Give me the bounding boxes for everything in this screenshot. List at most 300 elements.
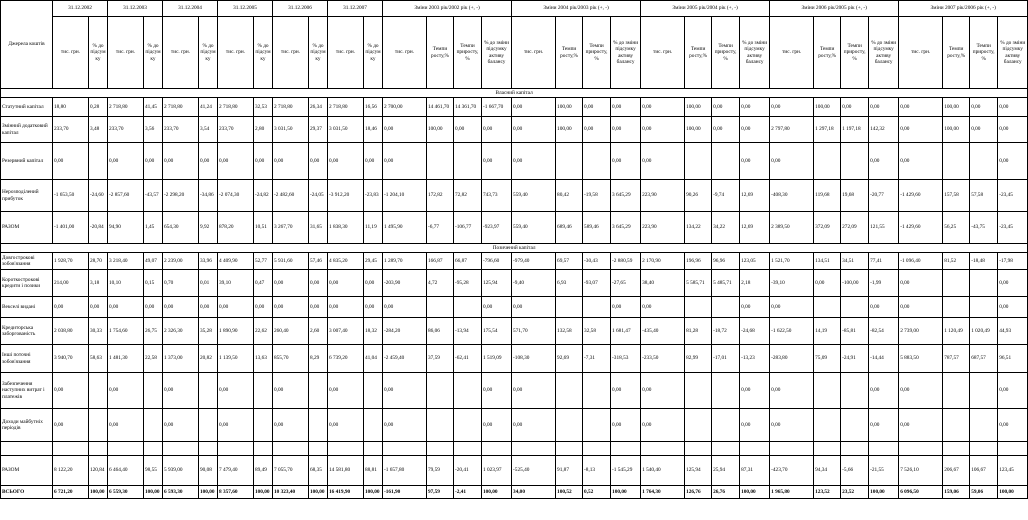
value-cell: [89, 442, 108, 456]
value-cell: 0,00: [611, 117, 641, 143]
value-cell: 89,49: [254, 456, 273, 486]
value-cell: 100,00: [740, 486, 770, 499]
value-cell: 77,41: [869, 253, 899, 270]
value-cell: [685, 409, 712, 442]
value-cell: -19,58: [583, 180, 611, 212]
table-row: [1, 143, 1028, 180]
value-cell: 100,00: [685, 98, 712, 117]
value-cell: 2 718,80: [273, 98, 309, 117]
value-cell: 0,00: [163, 297, 199, 318]
value-cell: 0,00: [712, 117, 740, 143]
section-title-row: [1, 89, 1028, 98]
value-cell: 37,59: [427, 345, 454, 373]
value-cell: 6 464,40: [108, 456, 144, 486]
value-cell: 0,28: [89, 98, 108, 117]
value-cell: 2 797,80: [770, 117, 814, 143]
value-cell: 5 585,71: [685, 270, 712, 297]
value-cell: 0,00: [199, 297, 218, 318]
value-cell: 22,62: [254, 318, 273, 345]
value-cell: [814, 143, 841, 180]
value-cell: 14,19: [814, 318, 841, 345]
value-cell: 126,76: [685, 486, 712, 499]
value-cell: [512, 442, 556, 456]
value-cell: 743,73: [482, 180, 512, 212]
value-cell: 0,00: [740, 143, 770, 180]
value-cell: 1 681,47: [611, 318, 641, 345]
value-cell: -318,53: [611, 345, 641, 373]
value-cell: 172,82: [427, 180, 454, 212]
value-cell: 0,00: [273, 373, 309, 409]
value-cell: [712, 442, 740, 456]
value-cell: 0,00: [641, 117, 685, 143]
value-cell: [218, 442, 254, 456]
table-row: [1, 297, 1028, 318]
value-cell: [254, 373, 273, 409]
value-cell: 12,69: [740, 212, 770, 244]
value-cell: 106,67: [970, 456, 998, 486]
value-cell: [685, 373, 712, 409]
value-cell: [970, 297, 998, 318]
value-cell: -34,86: [199, 180, 218, 212]
value-cell: 1 197,18: [841, 117, 869, 143]
value-cell: -30,43: [583, 253, 611, 270]
value-cell: -20,77: [869, 180, 899, 212]
value-cell: 12,69: [740, 180, 770, 212]
value-cell: 98,55: [144, 456, 163, 486]
column-subheader: тис. грн.: [770, 17, 814, 89]
value-cell: [970, 373, 998, 409]
value-cell: -1 622,50: [770, 318, 814, 345]
value-cell: 0,00: [328, 143, 364, 180]
value-cell: 29,45: [364, 253, 383, 270]
value-cell: 855,70: [273, 345, 309, 373]
value-cell: [841, 409, 869, 442]
value-cell: 5 931,60: [273, 253, 309, 270]
value-cell: 1 890,90: [218, 318, 254, 345]
value-cell: [454, 297, 482, 318]
table-row: [1, 253, 1028, 270]
column-header-year: 31.12.2005: [218, 1, 273, 17]
value-cell: -23,45: [998, 212, 1028, 244]
value-cell: 0,00: [611, 409, 641, 442]
value-cell: 134,51: [814, 253, 841, 270]
column-subheader: тис. грн.: [383, 17, 427, 89]
value-cell: 0,00: [163, 409, 199, 442]
value-cell: 0,00: [740, 409, 770, 442]
value-cell: 1 521,70: [770, 253, 814, 270]
value-cell: 3 940,70: [53, 345, 89, 373]
value-cell: [814, 373, 841, 409]
value-cell: [364, 373, 383, 409]
value-cell: -20,41: [454, 456, 482, 486]
table-row: [1, 456, 1028, 486]
value-cell: -24,82: [254, 180, 273, 212]
value-cell: 0,00: [899, 409, 943, 442]
value-cell: [712, 297, 740, 318]
value-cell: 2 700,00: [383, 98, 427, 117]
value-cell: 6 096,50: [899, 486, 943, 499]
value-cell: -39,10: [770, 270, 814, 297]
value-cell: 10,51: [254, 212, 273, 244]
value-cell: 878,20: [218, 212, 254, 244]
value-cell: 134,22: [685, 212, 712, 244]
value-cell: -95,28: [454, 270, 482, 297]
value-cell: 2,80: [254, 117, 273, 143]
value-cell: [254, 409, 273, 442]
value-cell: 14 361,70: [454, 98, 482, 117]
value-cell: 689,46: [556, 212, 583, 244]
value-cell: 100,00: [144, 486, 163, 499]
value-cell: 0,00: [383, 117, 427, 143]
value-cell: -923,97: [482, 212, 512, 244]
row-label: Статутний капітал: [1, 98, 53, 117]
value-cell: 2 718,80: [218, 98, 254, 117]
value-cell: 0,00: [254, 297, 273, 318]
value-cell: [383, 442, 427, 456]
column-subheader: Темпи приросту,%: [841, 17, 869, 89]
value-cell: 589,46: [583, 212, 611, 244]
value-cell: 35,28: [199, 318, 218, 345]
value-cell: 32,58: [583, 318, 611, 345]
value-cell: 0,00: [814, 270, 841, 297]
value-cell: 1 297,18: [814, 117, 841, 143]
value-cell: 1 495,90: [383, 212, 427, 244]
value-cell: 0,00: [482, 143, 512, 180]
value-cell: 41,04: [364, 345, 383, 373]
value-cell: -1,99: [869, 270, 899, 297]
value-cell: 372,09: [814, 212, 841, 244]
value-cell: 2,18: [740, 270, 770, 297]
value-cell: 0,00: [869, 373, 899, 409]
value-cell: [841, 442, 869, 456]
value-cell: -979,40: [512, 253, 556, 270]
value-cell: 1 481,30: [108, 345, 144, 373]
value-cell: [943, 297, 970, 318]
column-header-sources: Джерела коштів: [1, 1, 53, 89]
value-cell: 0,00: [740, 98, 770, 117]
column-subheader: тис. грн.: [108, 17, 144, 89]
value-cell: 44,93: [998, 318, 1028, 345]
value-cell: 0,00: [899, 117, 943, 143]
value-cell: [814, 409, 841, 442]
value-cell: -23,83: [364, 180, 383, 212]
value-cell: 11,19: [364, 212, 383, 244]
value-cell: 0,00: [998, 143, 1028, 180]
value-cell: -2 880,59: [611, 253, 641, 270]
value-cell: 0,00: [512, 373, 556, 409]
value-cell: 0,00: [254, 143, 273, 180]
value-cell: 132,58: [556, 318, 583, 345]
table-row: [1, 117, 1028, 143]
value-cell: 0,00: [89, 297, 108, 318]
value-cell: 81,28: [685, 318, 712, 345]
value-cell: 3 218,40: [108, 253, 144, 270]
value-cell: 41,24: [199, 98, 218, 117]
value-cell: -1 657,80: [383, 456, 427, 486]
value-cell: 0,00: [218, 297, 254, 318]
value-cell: 0,00: [512, 297, 556, 318]
value-cell: 0,00: [583, 98, 611, 117]
value-cell: 0,00: [108, 143, 144, 180]
value-cell: 91,87: [556, 456, 583, 486]
value-cell: -18,48: [970, 253, 998, 270]
value-cell: 100,00: [869, 486, 899, 499]
column-subheader: тис. грн.: [218, 17, 254, 89]
value-cell: -2 459,40: [383, 345, 427, 373]
column-subheader: Темпи приросту,%: [970, 17, 998, 89]
value-cell: 0,00: [998, 297, 1028, 318]
value-cell: -796,60: [482, 253, 512, 270]
value-cell: 3,56: [144, 117, 163, 143]
table-row: [1, 270, 1028, 297]
value-cell: 0,00: [273, 143, 309, 180]
column-subheader: Темпи росту,%: [943, 17, 970, 89]
row-label: РАЗОМ: [1, 456, 53, 486]
value-cell: [943, 373, 970, 409]
value-cell: [583, 297, 611, 318]
column-subheader: % до підсумку: [144, 17, 163, 89]
value-cell: 100,00: [685, 117, 712, 143]
value-cell: 0,00: [970, 117, 998, 143]
value-cell: 8,29: [309, 345, 328, 373]
value-cell: -20,84: [89, 212, 108, 244]
value-cell: 0,00: [899, 143, 943, 180]
value-cell: [943, 143, 970, 180]
value-cell: 100,00: [89, 486, 108, 499]
section-title: Власний капітал: [1, 89, 1028, 98]
value-cell: [144, 442, 163, 456]
value-cell: 0,00: [309, 143, 328, 180]
value-cell: 787,57: [943, 345, 970, 373]
value-cell: 75,09: [814, 345, 841, 373]
column-subheader: Темпи росту,%: [556, 17, 583, 89]
value-cell: -1 096,40: [899, 253, 943, 270]
value-cell: -18,72: [712, 318, 740, 345]
row-label: Короткострокові кредити і позики: [1, 270, 53, 297]
value-cell: 123,45: [998, 456, 1028, 486]
value-cell: 0,00: [512, 98, 556, 117]
value-cell: 80,42: [556, 180, 583, 212]
value-cell: [869, 442, 899, 456]
row-label: Резервний капітал: [1, 143, 53, 180]
value-cell: 0,00: [740, 117, 770, 143]
value-cell: 1 764,30: [641, 486, 685, 499]
row-label: [1, 442, 53, 456]
value-cell: -435,40: [641, 318, 685, 345]
value-cell: -2,41: [454, 486, 482, 499]
value-cell: 0,00: [328, 297, 364, 318]
value-cell: 69,57: [556, 253, 583, 270]
value-cell: [943, 442, 970, 456]
value-cell: 1 965,80: [770, 486, 814, 499]
value-cell: 0,00: [482, 409, 512, 442]
table-subheader-row: [1, 17, 1028, 89]
value-cell: 2 326,30: [163, 318, 199, 345]
value-cell: 121,55: [869, 212, 899, 244]
value-cell: -43,57: [144, 180, 163, 212]
value-cell: [556, 409, 583, 442]
value-cell: -93,07: [583, 270, 611, 297]
value-cell: 79,59: [427, 456, 454, 486]
value-cell: 0,15: [144, 270, 163, 297]
value-cell: [583, 373, 611, 409]
value-cell: 5 883,50: [899, 345, 943, 373]
value-cell: 57,58: [970, 180, 998, 212]
value-cell: 0,00: [454, 117, 482, 143]
table-row: [1, 409, 1028, 442]
value-cell: [454, 442, 482, 456]
value-cell: 25,94: [712, 456, 740, 486]
value-cell: 100,00: [943, 98, 970, 117]
value-cell: 0,00: [512, 409, 556, 442]
value-cell: 52,77: [254, 253, 273, 270]
column-subheader: тис. грн.: [512, 17, 556, 89]
value-cell: [144, 373, 163, 409]
value-cell: 100,00: [556, 117, 583, 143]
value-cell: 39,10: [218, 270, 254, 297]
value-cell: -423,70: [770, 456, 814, 486]
value-cell: 0,00: [512, 117, 556, 143]
value-cell: [309, 442, 328, 456]
value-cell: [814, 297, 841, 318]
value-cell: [556, 442, 583, 456]
value-cell: -7,31: [583, 345, 611, 373]
value-cell: 56,25: [943, 212, 970, 244]
value-cell: 3 031,50: [273, 117, 309, 143]
value-cell: 34,51: [841, 253, 869, 270]
value-cell: 0,00: [108, 373, 144, 409]
value-cell: 0,00: [770, 98, 814, 117]
value-cell: -17,01: [712, 345, 740, 373]
value-cell: 0,00: [740, 373, 770, 409]
value-cell: 0,00: [53, 143, 89, 180]
value-cell: 0,00: [199, 143, 218, 180]
column-subheader: % до підсумку: [364, 17, 383, 89]
value-cell: 7 526,10: [899, 456, 943, 486]
value-cell: [556, 297, 583, 318]
value-cell: 0,00: [770, 297, 814, 318]
value-cell: [998, 442, 1028, 456]
column-subheader: Темпи росту,%: [685, 17, 712, 89]
section-title: Позичений капітал: [1, 244, 1028, 253]
value-cell: -21,55: [869, 456, 899, 486]
value-cell: 0,00: [108, 297, 144, 318]
value-cell: 41,45: [144, 98, 163, 117]
value-cell: 58,63: [89, 345, 108, 373]
value-cell: -283,80: [770, 345, 814, 373]
table-row: [1, 345, 1028, 373]
value-cell: [53, 442, 89, 456]
row-label: Забезпечення наступних витрат і платежів: [1, 373, 53, 409]
value-cell: 0,00: [970, 98, 998, 117]
value-cell: 2 170,90: [641, 253, 685, 270]
row-label: Векселі видані: [1, 297, 53, 318]
row-label: Інші поточні зобов'язання: [1, 345, 53, 373]
value-cell: 0,00: [383, 373, 427, 409]
value-cell: 1 928,70: [53, 253, 89, 270]
value-cell: 10 323,40: [273, 486, 309, 499]
value-cell: -106,77: [454, 212, 482, 244]
value-cell: [309, 409, 328, 442]
value-cell: 100,00: [998, 486, 1028, 499]
table-header-row: [1, 1, 1028, 17]
value-cell: [685, 297, 712, 318]
value-cell: -24,05: [309, 180, 328, 212]
value-cell: 0,00: [328, 373, 364, 409]
value-cell: 0,00: [641, 409, 685, 442]
column-header-year: 31.12.2004: [163, 1, 218, 17]
row-label: РАЗОМ: [1, 212, 53, 244]
value-cell: [144, 409, 163, 442]
value-cell: 0,01: [199, 270, 218, 297]
value-cell: -62,41: [454, 345, 482, 373]
value-cell: 90,26: [685, 180, 712, 212]
value-cell: [199, 409, 218, 442]
value-cell: 123,05: [740, 253, 770, 270]
value-cell: 159,06: [943, 486, 970, 499]
value-cell: [611, 442, 641, 456]
value-cell: 28,70: [89, 253, 108, 270]
total-row: [1, 486, 1028, 499]
value-cell: -24,60: [89, 180, 108, 212]
value-cell: 33,96: [199, 253, 218, 270]
value-cell: 14 461,70: [427, 98, 454, 117]
value-cell: 86,06: [427, 318, 454, 345]
value-cell: 0,00: [218, 373, 254, 409]
value-cell: 0,00: [583, 117, 611, 143]
value-cell: 20,82: [199, 345, 218, 373]
value-cell: 94,34: [814, 456, 841, 486]
value-cell: [970, 270, 998, 297]
value-cell: [89, 143, 108, 180]
value-cell: 2 718,80: [163, 98, 199, 117]
value-cell: [583, 143, 611, 180]
value-cell: 206,67: [943, 456, 970, 486]
value-cell: 1 754,60: [108, 318, 144, 345]
value-cell: [254, 442, 273, 456]
value-cell: 0,00: [53, 373, 89, 409]
value-cell: 72,82: [454, 180, 482, 212]
value-cell: 0,00: [611, 143, 641, 180]
value-cell: 6,93: [556, 270, 583, 297]
value-cell: 3,18: [89, 270, 108, 297]
column-subheader: тис. грн.: [328, 17, 364, 89]
value-cell: -108,30: [512, 345, 556, 373]
value-cell: 0,00: [869, 143, 899, 180]
value-cell: 8 357,60: [218, 486, 254, 499]
value-cell: [163, 442, 199, 456]
value-cell: 0,00: [998, 270, 1028, 297]
value-cell: 0,00: [328, 409, 364, 442]
column-subheader: Темпи приросту,%: [712, 17, 740, 89]
value-cell: [364, 442, 383, 456]
value-cell: 19,68: [841, 180, 869, 212]
value-cell: 7 479,40: [218, 456, 254, 486]
column-header-change: Зміни 2003 рік/2002 рік (+, -): [383, 1, 512, 17]
value-cell: 2 718,80: [108, 98, 144, 117]
value-cell: 100,00: [427, 117, 454, 143]
value-cell: 559,40: [512, 212, 556, 244]
value-cell: 1 020,49: [970, 318, 998, 345]
value-cell: 3 007,40: [328, 318, 364, 345]
value-cell: -1 429,60: [899, 180, 943, 212]
value-cell: [970, 442, 998, 456]
value-cell: -82,54: [869, 318, 899, 345]
column-subheader: Темпи приросту,%: [454, 17, 482, 89]
value-cell: 119,68: [814, 180, 841, 212]
value-cell: 0,00: [218, 143, 254, 180]
value-cell: 100,00: [611, 486, 641, 499]
